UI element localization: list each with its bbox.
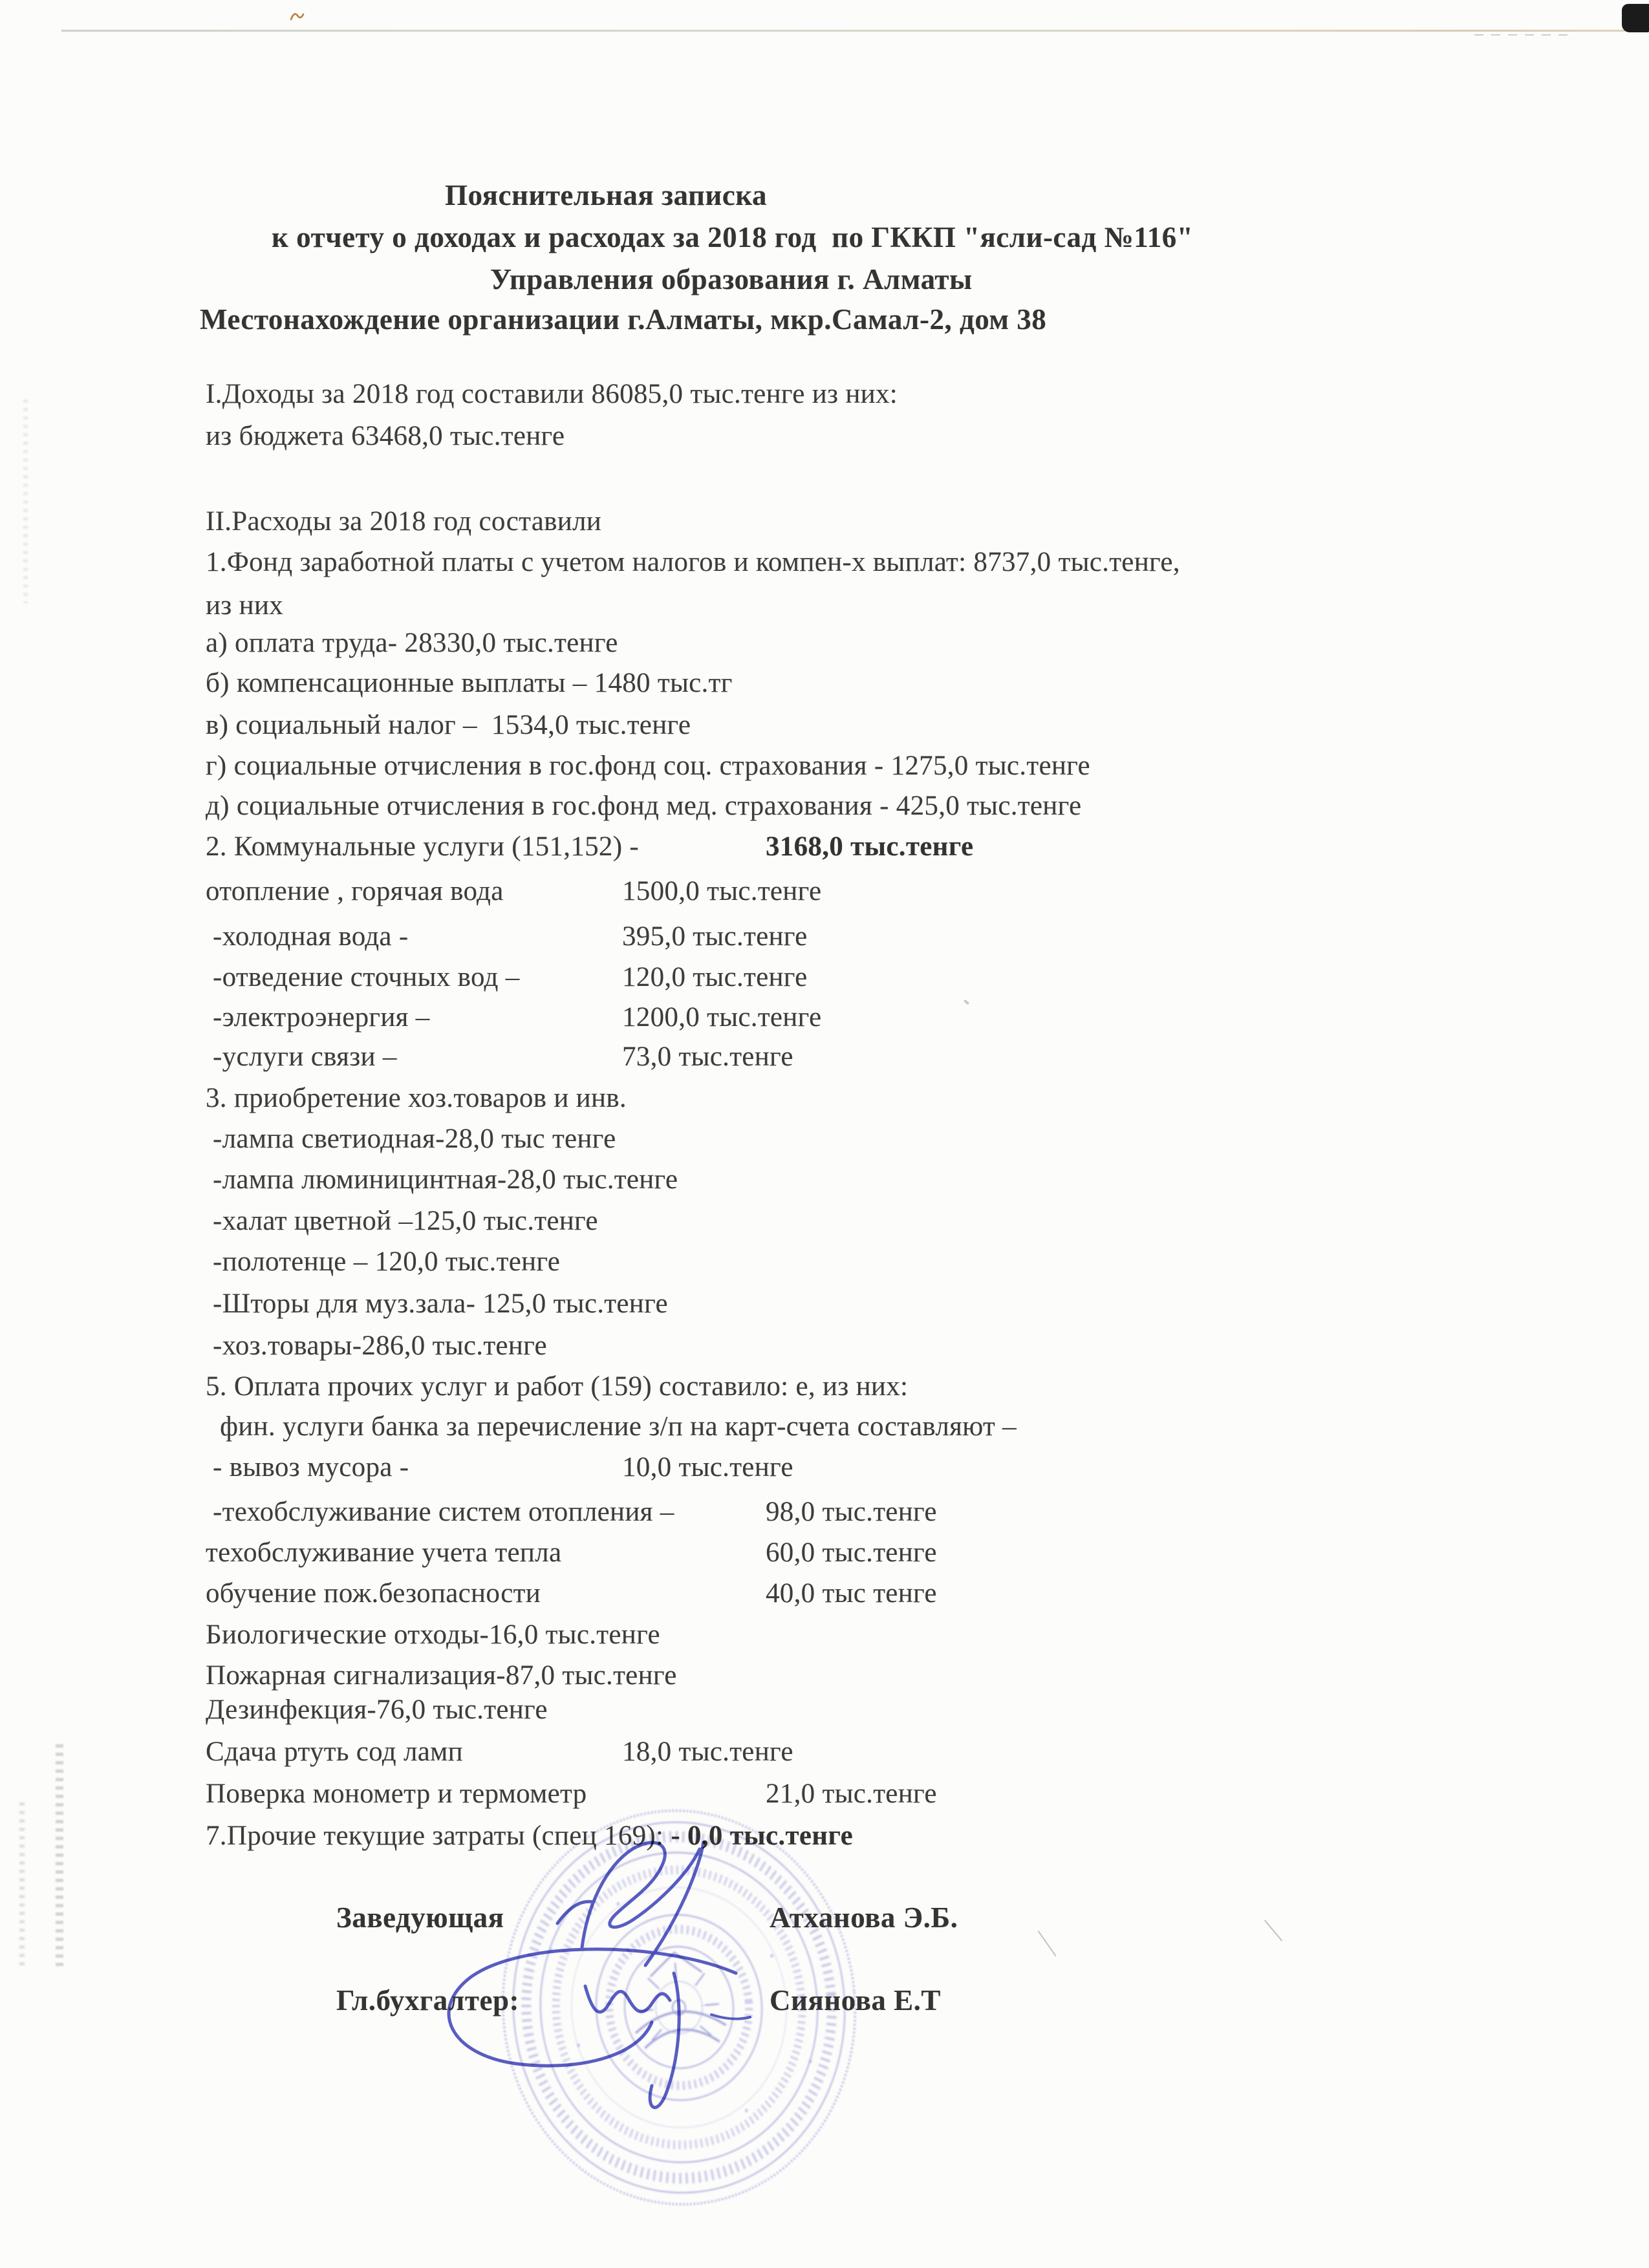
signature-role: Гл.бухгалтер: [336, 1984, 520, 2017]
amount-value: 40,0 тыс тенге [766, 1578, 937, 1609]
doc-line: -отведение сточных вод – 120,0 тыс.тенге [206, 962, 808, 992]
director-signature [557, 1843, 704, 1965]
scan-scratch [1264, 1920, 1283, 1941]
doc-line: техобслуживание учета тепла 60,0 тыс.тенге [206, 1537, 937, 1568]
doc-line: обучение пож.безопасности 40,0 тыс тенге [206, 1578, 937, 1609]
amount-value: 10,0 тыс.тенге [622, 1452, 793, 1482]
doc-line: г) социальные отчисления в гос.фонд соц. страхования - 1275,0 тыс.тенге [206, 751, 1090, 781]
doc-line: -холодная вода - 395,0 тыс.тенге [206, 921, 808, 952]
doc-line: из бюджета 63468,0 тыс.тенге [206, 421, 565, 451]
amount-value: 1500,0 тыс.тенге [622, 876, 822, 906]
doc-line: I.Доходы за 2018 год составили 86085,0 тыс.тенге из них: [206, 379, 898, 409]
doc-line: из них [206, 590, 284, 621]
amount-value: 21,0 тыс.тенге [766, 1779, 937, 1809]
doc-line: -хоз.товары-286,0 тыс.тенге [206, 1331, 547, 1361]
doc-line: Сдача ртуть сод ламп 18,0 тыс.тенге [206, 1737, 793, 1767]
amount-value: 395,0 тыс.тенге [622, 921, 808, 952]
accountant-signature [449, 1949, 750, 2108]
handwritten-signatures [388, 1797, 841, 2159]
doc-line: Дезинфекция-76,0 тыс.тенге [206, 1695, 548, 1725]
signature-role: Заведующая [336, 1901, 504, 1934]
signature-name: Атханова Э.Б. [770, 1901, 958, 1934]
doc-line: а) оплата труда- 28330,0 тыс.тенге [206, 628, 618, 658]
signature-name: Сиянова Е.Т [770, 1984, 941, 2017]
doc-line: II.Расходы за 2018 год составили [206, 506, 602, 537]
doc-line: Поверка монометр и термометр 21,0 тыс.тенге [206, 1779, 937, 1809]
doc-line: фин. услуги банка за перечисление з/п на карт-счета составляют – [206, 1411, 1017, 1442]
doc-line: 5. Оплата прочих услуг и работ (159) составило: е, из них: [206, 1371, 909, 1402]
doc-line: 3. приобретение хоз.товаров и инв. [206, 1083, 627, 1113]
amount-value: 98,0 тыс.тенге [766, 1497, 937, 1527]
doc-line: -полотенце – 120,0 тыс.тенге [206, 1246, 561, 1277]
doc-line: отопление , горячая вода 1500,0 тыс.тенге [206, 876, 822, 906]
doc-line: д) социальные отчисления в гос.фонд мед. страхования - 425,0 тыс.тенге [206, 791, 1082, 821]
doc-line: в) социальный налог – 1534,0 тыс.тенге [206, 710, 691, 740]
doc-line: 2. Коммунальные услуги (151,152) - 3168,0 тыс.тенге [206, 831, 974, 862]
doc-subtitle-line: Управления образования г. Алматы [490, 263, 973, 295]
doc-line: -лампа люминицинтная-28,0 тыс.тенге [206, 1164, 678, 1195]
amount-value: 73,0 тыс.тенге [622, 1042, 793, 1072]
scan-dashes [1474, 34, 1571, 36]
doc-line: -Шторы для муз.зала- 125,0 тыс.тенге [206, 1289, 668, 1319]
doc-line: Пожарная сигнализация-87,0 тыс.тенге [206, 1660, 677, 1691]
amount-value: 18,0 тыс.тенге [622, 1737, 793, 1767]
scan-corner-mark [1622, 4, 1649, 32]
amount-value: 60,0 тыс.тенге [766, 1537, 937, 1568]
scan-ink-speck [290, 10, 305, 23]
doc-line: 1.Фонд заработной платы с учетом налогов и компен-х выплат: 8737,0 тыс.тенге, [206, 547, 1180, 577]
doc-line: б) компенсационные выплаты – 1480 тыс.тг [206, 668, 733, 698]
doc-address-line: Местонахождение организации г.Алматы, мкр.Самал-2, дом 38 [200, 303, 1047, 336]
doc-subtitle-line: к отчету о доходах и расходах за 2018 год по ГККП "ясли-сад №116" [272, 221, 1194, 253]
doc-line: -электроэнергия – 1200,0 тыс.тенге [206, 1002, 822, 1032]
doc-title-line: Пояснительная записка [445, 179, 768, 211]
doc-line: - вывоз мусора - 10,0 тыс.тенге [206, 1452, 793, 1482]
doc-line: -халат цветной –125,0 тыс.тенге [206, 1206, 598, 1236]
amount-value: 120,0 тыс.тенге [622, 962, 808, 992]
doc-line: -лампа светиодная-28,0 тыс тенге [206, 1124, 616, 1154]
amount-value: 3168,0 тыс.тенге [766, 831, 974, 862]
scan-scratch [1037, 1931, 1056, 1956]
doc-line: -услуги связи – 73,0 тыс.тенге [206, 1042, 793, 1072]
amount-value: 1200,0 тыс.тенге [622, 1002, 822, 1032]
scan-edge-line [61, 30, 1649, 32]
doc-line: Биологические отходы-16,0 тыс.тенге [206, 1620, 660, 1650]
doc-line: 7.Прочие текущие затраты (спец 169): - 0,0 тыс.тенге [206, 1821, 853, 1851]
amount-value: - 0,0 тыс.тенге [671, 1821, 853, 1851]
doc-line: -техобслуживание систем отопления – 98,0 тыс.тенге [206, 1497, 937, 1527]
